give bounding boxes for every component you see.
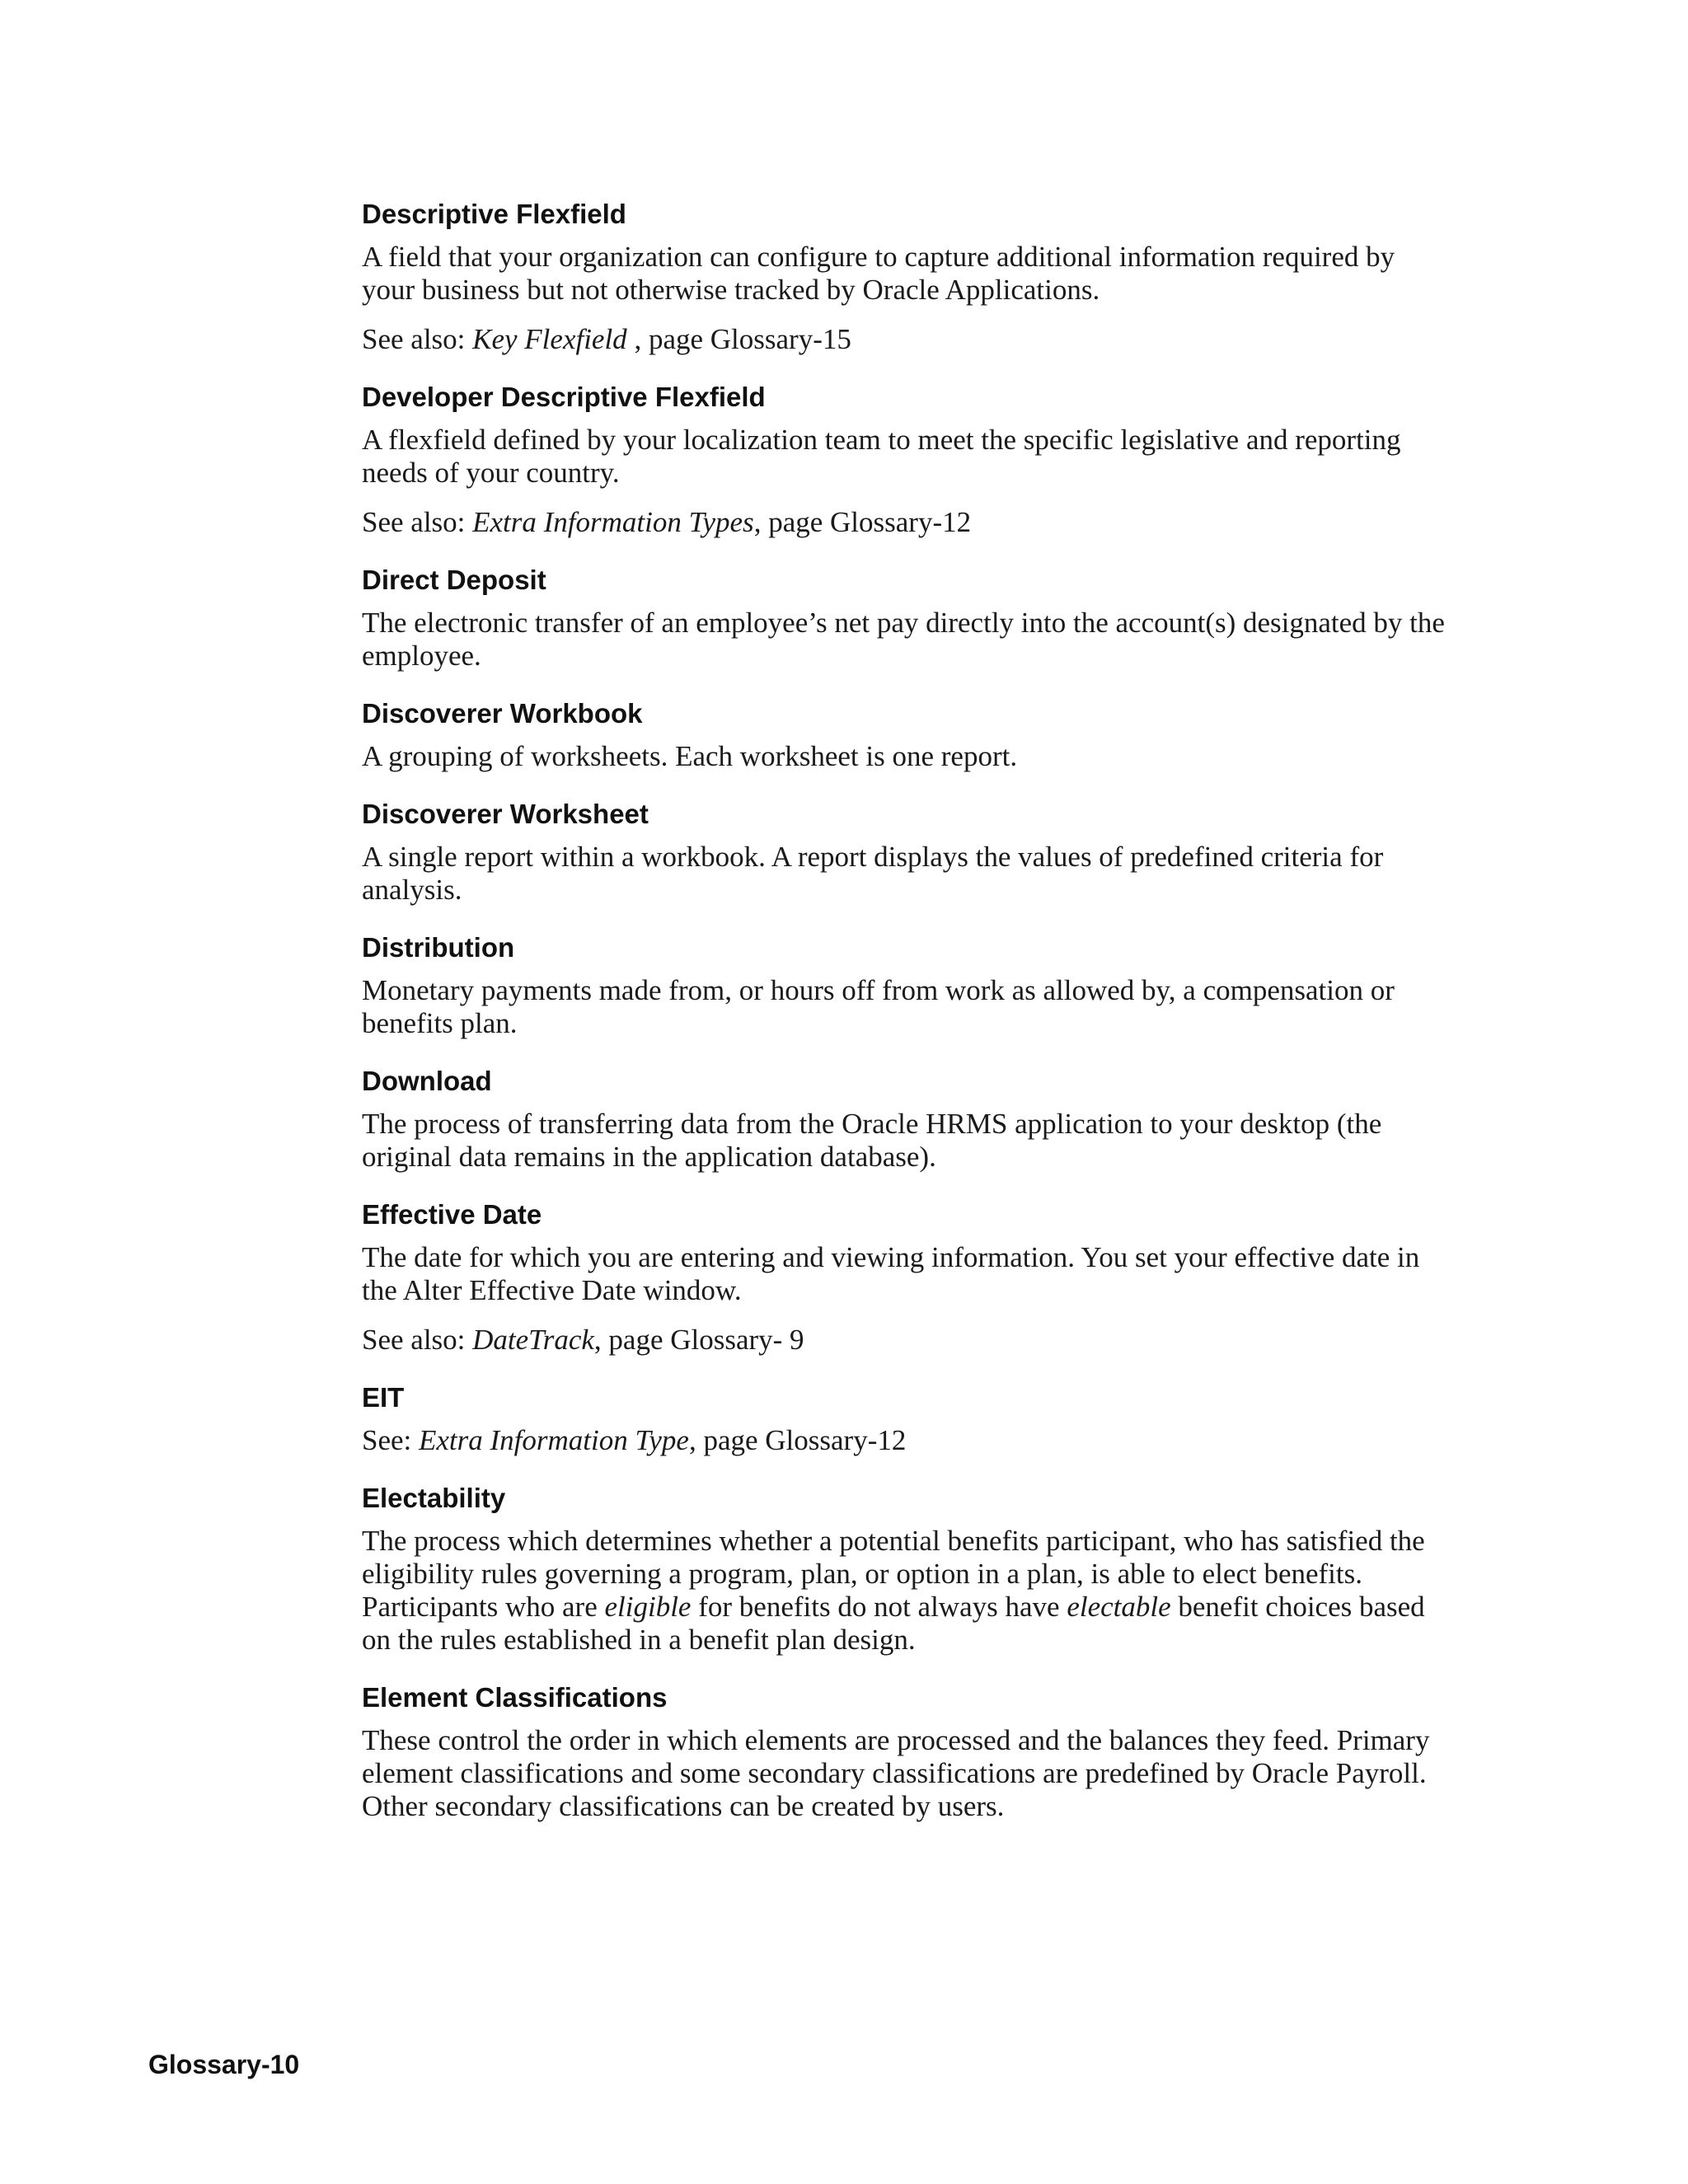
glossary-entry-developer-descriptive-flexfield	[362, 381, 1450, 539]
glossary-definition: Monetary payments made from, or hours off from work as allowed by, a compensation or benefits plan.	[362, 974, 1395, 1039]
glossary-term: Discoverer Worksheet	[362, 799, 649, 829]
definition-text: for benefits do not always have	[691, 1591, 1067, 1623]
glossary-entry-direct-deposit	[362, 564, 1450, 673]
see-reference	[362, 1424, 1450, 1457]
glossary-term: Direct Deposit	[362, 565, 546, 595]
see-also-reference	[362, 323, 1450, 356]
glossary-definition: A flexfield defined by your localization team to meet the specific legislative and reporting needs of your country.	[362, 424, 1401, 489]
glossary-term: Electability	[362, 1483, 506, 1513]
glossary-term: Distribution	[362, 932, 515, 963]
see-link[interactable]: Key Flexfield	[472, 323, 627, 355]
see-also-reference	[362, 506, 1450, 539]
definition-text: benefit choices based on the rules established in a benefit plan design.	[362, 1591, 1425, 1656]
see-page: , page Glossary-12	[753, 506, 972, 538]
see-prefix: See also:	[362, 506, 473, 538]
see-page: , page Glossary-12	[688, 1424, 907, 1456]
glossary-definition: A single report within a workbook. A report displays the values of predefined criteria for analysis.	[362, 841, 1384, 906]
glossary-term: Download	[362, 1066, 492, 1096]
glossary-definition	[362, 1525, 1450, 1657]
definition-emphasis: eligible	[604, 1591, 692, 1623]
glossary-entry-eit	[362, 1381, 1450, 1457]
see-page: , page Glossary-15	[626, 323, 851, 355]
page-number-footer: Glossary-10	[148, 2050, 300, 2079]
glossary-entry-electability	[362, 1482, 1450, 1657]
glossary-definition: The date for which you are entering and viewing information. You set your effective date in the Alter Effective Date window.	[362, 1241, 1420, 1306]
definition-emphasis: electable	[1067, 1591, 1171, 1623]
glossary-entry-distribution	[362, 931, 1450, 1040]
glossary-content	[362, 198, 1450, 1848]
glossary-entry-download	[362, 1065, 1450, 1174]
glossary-term: Effective Date	[362, 1199, 542, 1230]
glossary-entry-effective-date	[362, 1198, 1450, 1357]
glossary-entry-discoverer-worksheet	[362, 798, 1450, 907]
see-prefix: See:	[362, 1424, 420, 1456]
see-also-reference	[362, 1324, 1450, 1357]
glossary-term: EIT	[362, 1382, 405, 1413]
glossary-definition: The process of transferring data from the Oracle HRMS application to your desktop (the original data remains in the application database).	[362, 1108, 1382, 1173]
glossary-entry-descriptive-flexfield	[362, 198, 1450, 356]
glossary-definition: A grouping of worksheets. Each worksheet is one report.	[362, 740, 1018, 772]
see-page: , page Glossary- 9	[593, 1324, 804, 1356]
glossary-term: Developer Descriptive Flexfield	[362, 382, 766, 412]
glossary-term: Discoverer Workbook	[362, 698, 643, 729]
definition-text: The process which determines whether a potential benefits participant, who has satisfied the eligibility rules governing a program, plan, or option in a plan, is able to elect benefits. Participants who are	[362, 1525, 1425, 1623]
glossary-definition: These control the order in which elements are processed and the balances they feed. Primary element classifications and some secondary classifications are predefined by Oracle Payroll. Other secondary classifications can be created by users.	[362, 1724, 1430, 1822]
see-prefix: See also:	[362, 323, 473, 355]
glossary-definition: A field that your organization can configure to capture additional information required by your business but not otherwise tracked by Oracle Applications.	[362, 241, 1395, 306]
glossary-term: Element Classifications	[362, 1682, 668, 1713]
glossary-entry-discoverer-workbook	[362, 697, 1450, 773]
see-link[interactable]: DateTrack	[472, 1324, 594, 1356]
glossary-term: Descriptive Flexfield	[362, 199, 626, 229]
glossary-definition: The electronic transfer of an employee’s net pay directly into the account(s) designated by the employee.	[362, 607, 1445, 672]
glossary-entry-element-classifications	[362, 1681, 1450, 1823]
see-link[interactable]: Extra Information Types	[472, 506, 754, 538]
see-link[interactable]: Extra Information Type	[419, 1424, 689, 1456]
see-prefix: See also:	[362, 1324, 473, 1356]
